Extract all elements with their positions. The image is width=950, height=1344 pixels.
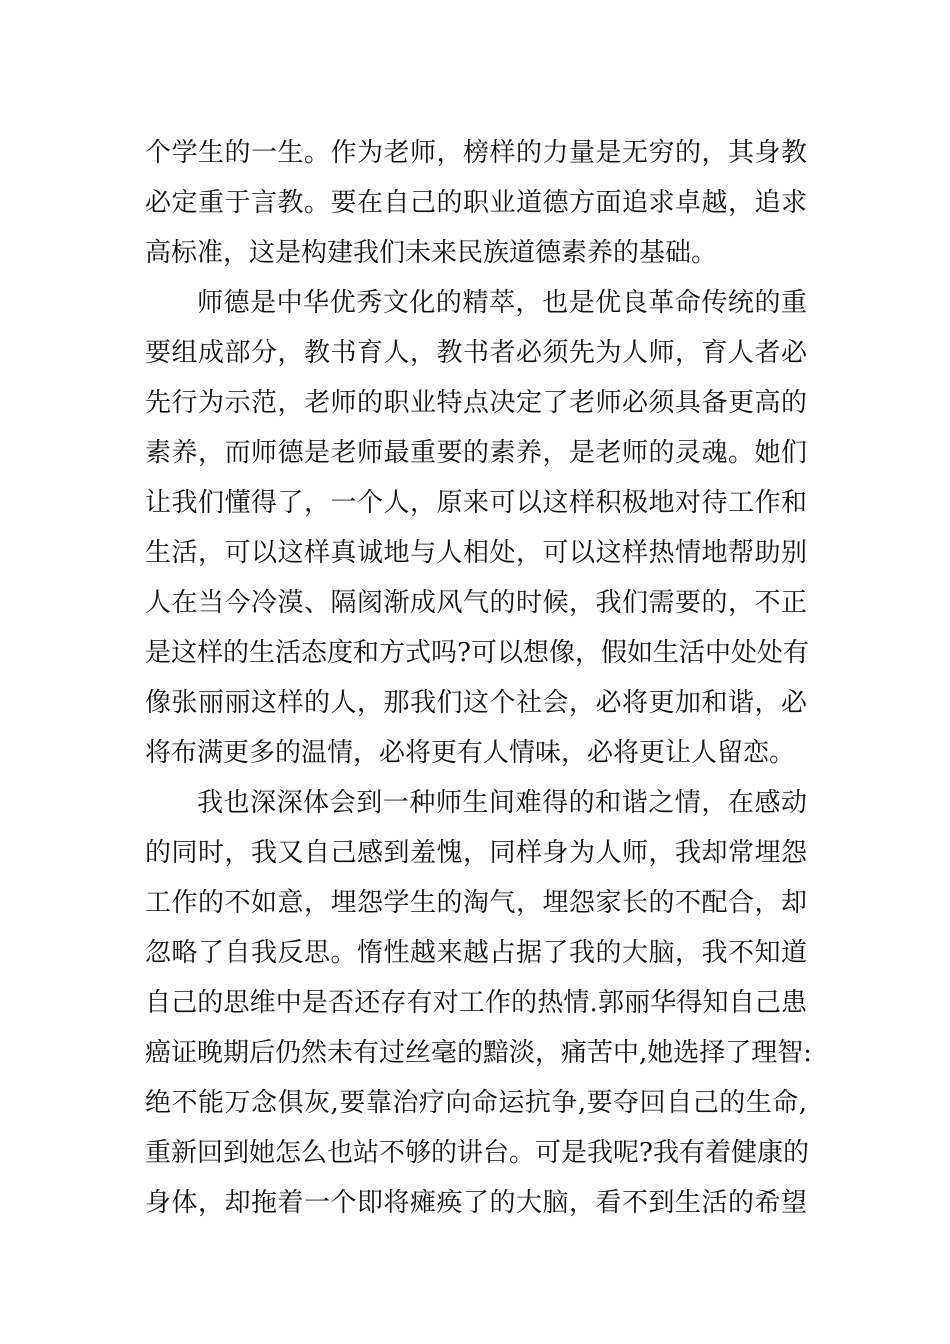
text-line: 先行为示范，老师的职业特点决定了老师必须具备更高的 [145, 388, 807, 418]
text-line: 工作的不如意，埋怨学生的淘气，埋怨家长的不配合，却 [145, 888, 807, 918]
text-line: 师德是中华优秀文化的精萃，也是优良革命传统的重 [197, 288, 807, 318]
text-line: 身体，却拖着一个即将瘫痪了的大脑，看不到生活的希望 [145, 1188, 807, 1218]
text-line: 重新回到她怎么也站不够的讲台。可是我呢?我有着健康的 [145, 1138, 809, 1168]
text-line: 像张丽丽这样的人，那我们这个社会，必将更加和谐，必 [145, 688, 807, 718]
text-line: 绝不能万念俱灰,要靠治疗向命运抗争,要夺回自己的生命, [145, 1088, 807, 1118]
text-line: 让我们懂得了，一个人，原来可以这样积极地对待工作和 [145, 488, 807, 518]
text-line: 要组成部分，教书育人，教书者必须先为人师，育人者必 [145, 338, 807, 368]
text-line: 我也深深体会到一种师生间难得的和谐之情，在感动 [197, 788, 807, 818]
text-line: 的同时，我又自己感到羞愧，同样身为人师，我却常埋怨 [145, 838, 807, 868]
text-line: 个学生的一生。作为老师，榜样的力量是无穷的，其身教 [145, 138, 807, 168]
text-line: 将布满更多的温情，必将更有人情味，必将更让人留恋。 [145, 738, 796, 768]
text-line: 人在当今冷漠、隔阂渐成风气的时候，我们需要的，不正 [145, 588, 807, 618]
text-line: 生活，可以这样真诚地与人相处，可以这样热情地帮助别 [145, 538, 807, 568]
text-line: 必定重于言教。要在自己的职业道德方面追求卓越，追求 [145, 188, 807, 218]
text-line: 癌证晚期后仍然未有过丝毫的黯淡，痛苦中,她选择了理智: [145, 1038, 813, 1068]
text-line: 高标准，这是构建我们未来民族道德素养的基础。 [145, 238, 718, 268]
paragraph-3 [145, 778, 813, 1228]
paragraph-1 [145, 128, 807, 278]
text-line: 是这样的生活态度和方式吗?可以想像，假如生活中处处有 [145, 638, 809, 668]
text-line: 素养，而师德是老师最重要的素养，是老师的灵魂。她们 [145, 438, 807, 468]
text-line: 忽略了自我反思。惰性越来越占据了我的大脑，我不知道 [145, 938, 807, 968]
paragraph-2 [145, 278, 807, 778]
text-line: 自己的思维中是否还存有对工作的热情.郭丽华得知自己患 [145, 988, 807, 1018]
body-text [145, 128, 813, 1228]
